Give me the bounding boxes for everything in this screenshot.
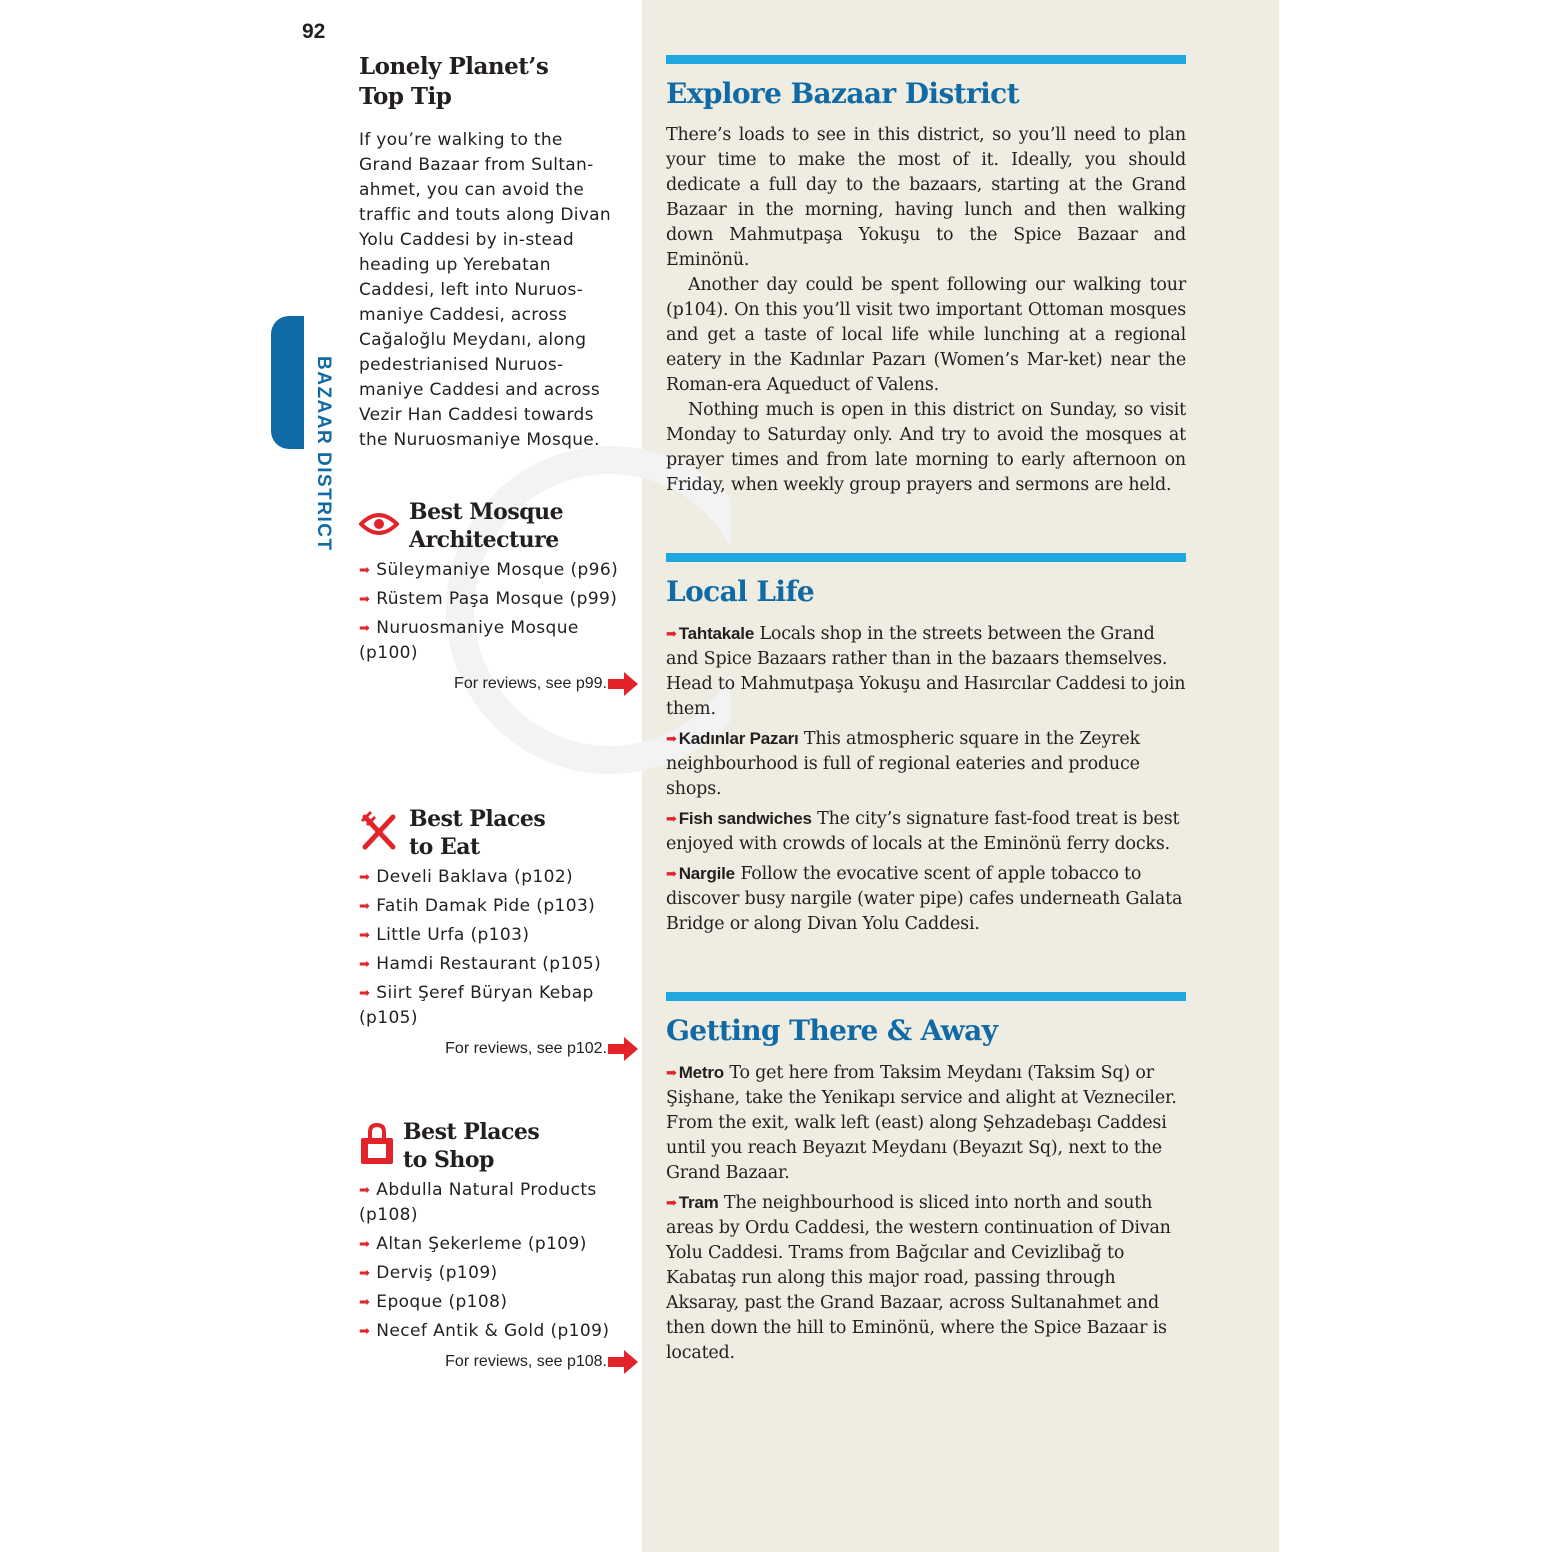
arrow-icon: ➡ [359,592,371,607]
review-link[interactable]: For reviews, see p99. [359,672,624,696]
arrow-icon: ➡ [359,1237,371,1252]
best-eat-list [359,865,624,1031]
list-item: ➡ Nuruosmaniye Mosque (p100) [359,618,579,663]
section-divider-bar [666,55,1186,64]
review-link[interactable]: For reviews, see p108. [359,1350,624,1374]
section-divider-bar [666,992,1186,1001]
fork-knife-icon [359,809,399,853]
arrow-icon: ➡ [359,957,371,972]
arrow-icon: ➡ [359,1295,371,1310]
right-arrow-icon [608,1350,638,1374]
list-item: ➡ Develi Baklava (p102) [359,867,574,887]
list-item: ➡ Kadınlar Pazarı This atmospheric square in the Zeyrek neighbourhood is full of regional eateries and produce shops. [666,729,1140,799]
best-eat-title: Best Places to Eat [409,806,546,860]
list-item: ➡ Altan Şekerleme (p109) [359,1234,587,1254]
shopping-bag-icon [359,1122,399,1166]
side-tab-label: BAZAAR DISTRICT [313,356,334,552]
list-item: ➡ Fish sandwiches The city’s signature fast-food treat is best enjoyed with crowds of locals at the Eminönü ferry docks. [666,809,1180,854]
list-item: ➡ Siirt Şeref Büryan Kebap (p105) [359,983,594,1028]
local-life-section [666,553,1186,941]
best-shop-title: Best Places to Shop [403,1119,540,1173]
page-number: 92 [302,20,326,43]
list-item: ➡ Süleymaniye Mosque (p96) [359,560,619,580]
explore-section [666,55,1186,498]
arrow-icon: ➡ [359,1266,371,1281]
paragraph: Nothing much is open in this district on Sunday, so visit Monday to Saturday only. And try to avoid the mosques at prayer times and from late morning to early afternoon on Friday, when weekly group prayers and sermons are held. [666,400,1186,495]
best-shop-list [359,1178,624,1344]
list-item: ➡ Necef Antik & Gold (p109) [359,1321,610,1341]
arrow-icon: ➡ [666,732,677,747]
arrow-icon: ➡ [359,1324,371,1339]
right-arrow-icon [608,672,638,696]
arrow-icon: ➡ [666,1196,677,1211]
list-item: ➡ Little Urfa (p103) [359,925,530,945]
list-item: ➡ Fatih Damak Pide (p103) [359,896,596,916]
paragraph: Another day could be spent following our walking tour (p104). On this you’ll visit two important Ottoman mosques and get a taste of local life while lunching at a regional eatery in the Kadınlar Pazarı (Women’s Mar-ket) near the Roman-era Aqueduct of Valens. [666,275,1186,395]
best-mosque-section [359,498,624,696]
right-arrow-icon [608,1037,638,1061]
arrow-icon: ➡ [359,1183,371,1198]
arrow-icon: ➡ [666,1066,677,1081]
arrow-icon: ➡ [666,812,677,827]
review-link[interactable]: For reviews, see p102. [359,1037,624,1061]
arrow-icon: ➡ [666,867,677,882]
top-tip-title: Lonely Planet’s Top Tip [359,53,549,110]
eye-icon [359,502,399,546]
best-eat-section [359,805,624,1061]
arrow-icon: ➡ [359,986,371,1001]
section-title: Explore Bazaar District [666,77,1019,110]
explore-body [666,123,1186,498]
arrow-icon: ➡ [359,621,371,636]
list-item: ➡ Metro To get here from Taksim Meydanı (Taksim Sq) or Şişhane, take the Yenikapı service and alight at Vezneciler. From the exit, walk left (east) along Şehzadebaşı Caddesi until you reach Beyazıt Meydanı (Beyazıt Sq), next to the Grand Bazaar. [666,1063,1177,1183]
best-mosque-list [359,558,624,666]
best-shop-section [359,1118,624,1374]
arrow-icon: ➡ [359,899,371,914]
list-item: ➡ Rüstem Paşa Mosque (p99) [359,589,618,609]
side-tab-marker [271,316,304,449]
section-divider-bar [666,553,1186,562]
arrow-icon: ➡ [666,627,677,642]
list-item: ➡ Hamdi Restaurant (p105) [359,954,602,974]
paragraph: There’s loads to see in this district, so you’ll need to plan your time to make the most of it. Ideally, you should dedicate a full day to the bazaars, starting at the Grand Bazaar in the morning, having lunch and then walking down Mahmutpaşa Yokuşu to the Spice Bazaar and Eminönü. [666,125,1186,270]
arrow-icon: ➡ [359,563,371,578]
best-mosque-title: Best Mosque Architecture [409,499,564,553]
section-title: Getting There & Away [666,1014,998,1047]
list-item: ➡ Tram The neighbourhood is sliced into north and south areas by Ordu Caddesi, the western continuation of Divan Yolu Caddesi. Trams from Bağcılar and Cevizlibağ to Kabataş run along this major road, passing through Aksaray, past the Grand Bazaar, across Sultanahmet and then down the hill to Eminönü, where the Spice Bazaar is located. [666,1193,1171,1363]
arrow-icon: ➡ [359,870,371,885]
list-item: ➡ Epoque (p108) [359,1292,508,1312]
list-item: ➡ Nargile Follow the evocative scent of apple tobacco to discover busy nargile (water pipe) cafes underneath Galata Bridge or along Divan Yolu Caddesi. [666,864,1183,934]
section-title: Local Life [666,575,815,608]
list-item: ➡ Tahtakale Locals shop in the streets between the Grand and Spice Bazaars rather than in the bazaars themselves. Head to Mahmutpaşa Yokuşu and Hasırcılar Caddesi to join them. [666,624,1186,719]
list-item: ➡ Derviş (p109) [359,1263,498,1283]
top-tip-body: If you’re walking to the Grand Bazaar from Sultan-ahmet, you can avoid the traffic and touts along Divan Yolu Caddesi by in-stead heading up Yerebatan Caddesi, left into Nuruos-maniye Caddesi, across Cağaloğlu Meydanı, along pedestrianised Nuruos-maniye Caddesi and across Vezir Han Caddesi towards the Nuruosmaniye Mosque. [359,130,611,450]
list-item: ➡ Abdulla Natural Products (p108) [359,1180,597,1225]
getting-there-section [666,992,1186,1370]
arrow-icon: ➡ [359,928,371,943]
